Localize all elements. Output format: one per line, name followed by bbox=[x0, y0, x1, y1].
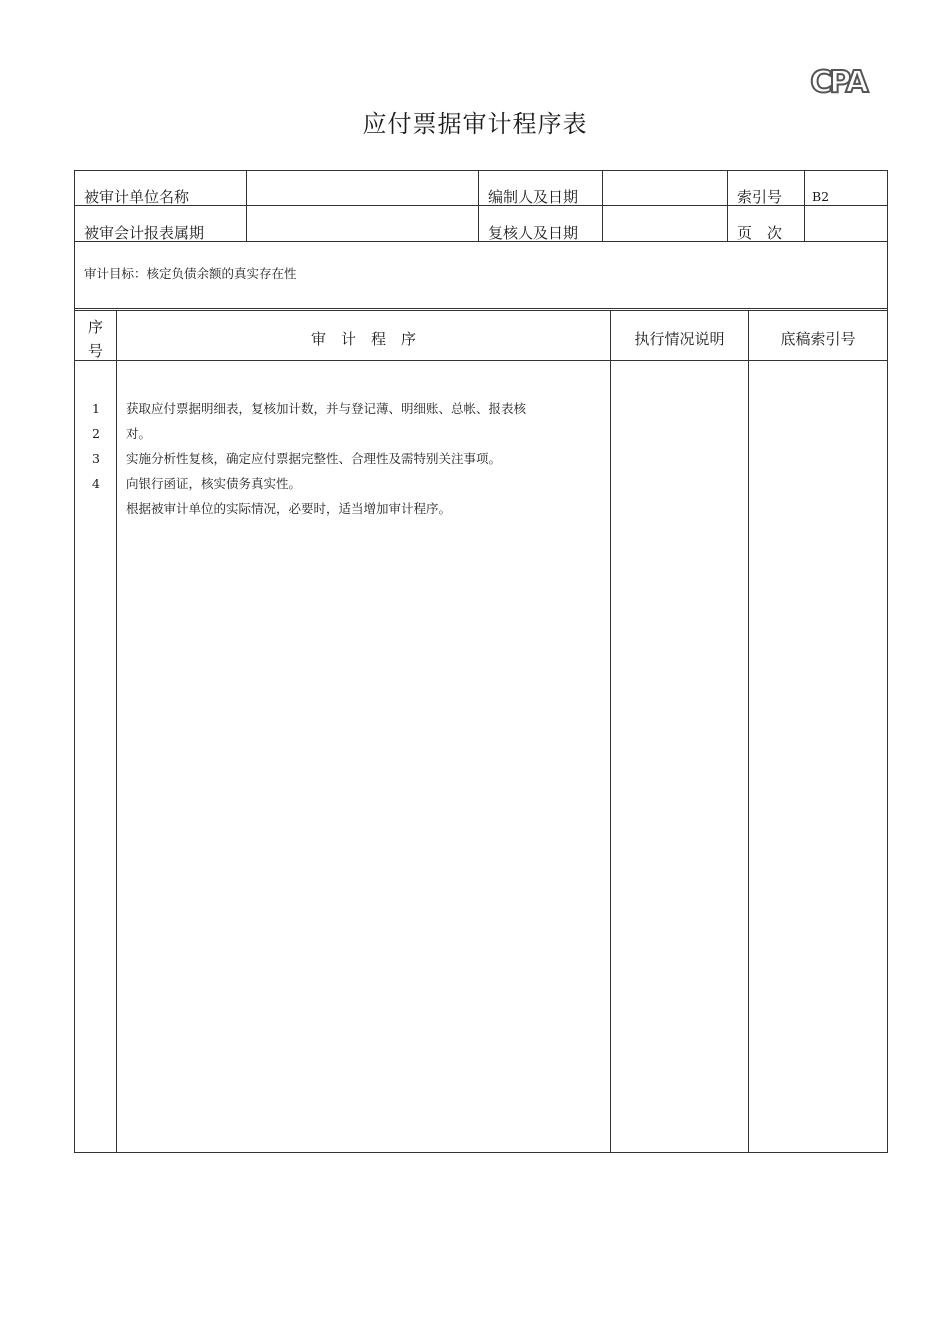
col-seq-line2: 号 bbox=[87, 342, 103, 360]
preparer-label: 编制人及日期 bbox=[488, 188, 579, 206]
step-text: 根据被审计单位的实际情况，必要时，适当增加审计程序。 bbox=[126, 501, 452, 516]
page-label: 页 次 bbox=[737, 224, 783, 242]
cpa-logo-text: CPA bbox=[810, 65, 866, 100]
page-title: 应付票据审计程序表 bbox=[362, 110, 588, 138]
index-value: B2 bbox=[812, 189, 830, 204]
step-list bbox=[126, 396, 606, 521]
unit-label: 被审计单位名称 bbox=[84, 188, 190, 206]
step-text: 获取应付票据明细表，复核加计数，并与登记薄、明细账、总帐、报表核 bbox=[126, 401, 527, 416]
reviewer-label: 复核人及日期 bbox=[488, 224, 579, 242]
step-numbers bbox=[86, 396, 106, 496]
step-number: 2 bbox=[92, 426, 100, 441]
col-seq-line1: 序 bbox=[87, 318, 103, 336]
step-text: 向银行函证，核实债务真实性。 bbox=[126, 476, 302, 491]
col-procedure: 审 计 程 序 bbox=[310, 330, 416, 348]
step-text: 实施分析性复核，确定应付票据完整性、合理性及需特别关注事项。 bbox=[126, 451, 502, 466]
step-number: 1 bbox=[92, 401, 100, 416]
step-number: 4 bbox=[92, 476, 100, 491]
audit-objective: 审计目标：核定负债余额的真实存在性 bbox=[84, 266, 297, 281]
cpa-logo bbox=[800, 60, 876, 102]
index-label: 索引号 bbox=[737, 188, 783, 206]
step-number: 3 bbox=[92, 451, 100, 466]
col-execution: 执行情况说明 bbox=[634, 330, 725, 348]
step-text: 对。 bbox=[126, 426, 152, 441]
period-label: 被审会计报表属期 bbox=[84, 224, 205, 242]
col-ref: 底稿索引号 bbox=[780, 330, 856, 348]
